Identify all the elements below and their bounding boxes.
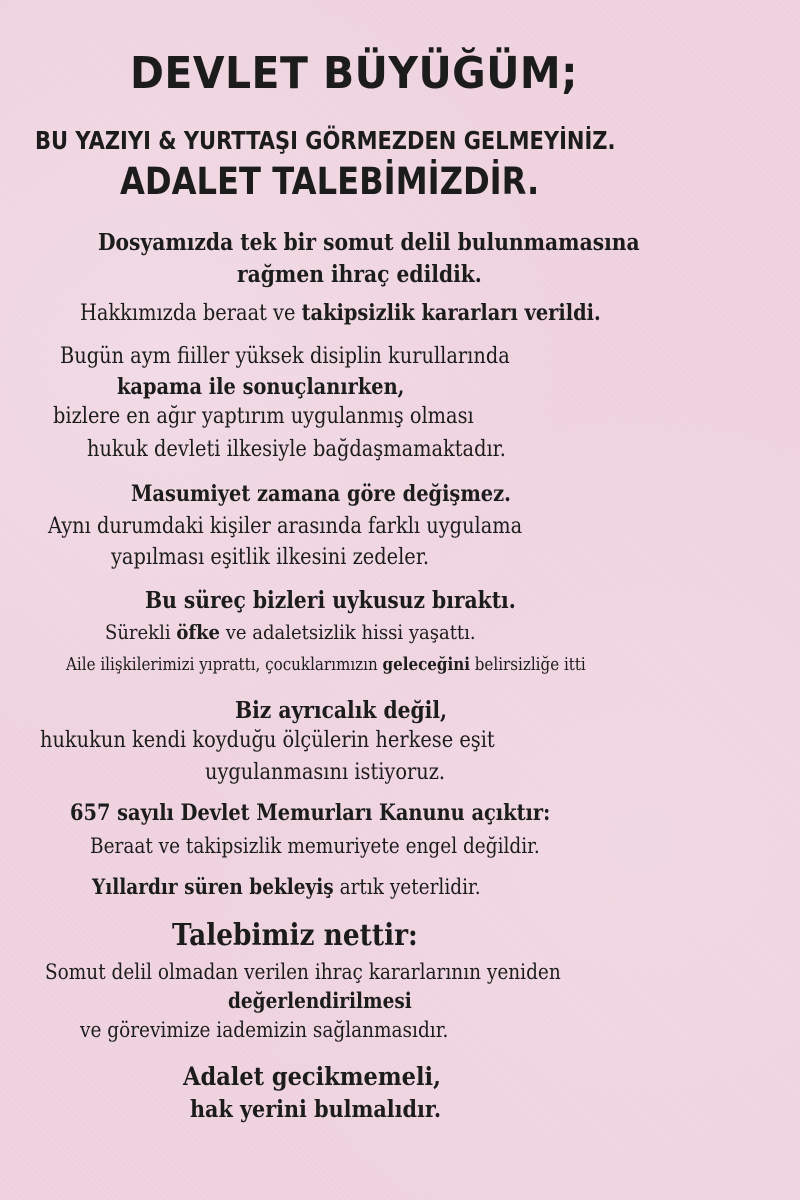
text-line: Beraat ve takipsizlik memuriyete engel değildir. [90, 834, 540, 858]
text-span-emphasis: öfke [176, 620, 221, 644]
text-line: kapama ile sonuçlanırken, [117, 374, 405, 400]
text-line: hukuk devleti ilkesiyle bağdaşmamaktadır. [87, 437, 506, 462]
text-line: bizlere en ağır yaptırım uygulanmış olması [53, 404, 474, 429]
text-line: Biz ayrıcalık değil, [235, 697, 448, 724]
headline: ADALET TALEBİMİZDİR. [120, 160, 540, 203]
text-line [105, 620, 476, 644]
text-line: Somut delil olmadan verilen ihraç kararlarının yeniden [45, 960, 561, 984]
text-line [92, 874, 481, 899]
text-line: Bu süreç bizleri uykusuz bıraktı. [145, 587, 516, 614]
text-line [66, 654, 586, 675]
page-subtitle: BU YAZIYI & YURTTAŞI GÖRMEZDEN GELMEYİNİZ. [35, 126, 616, 155]
text-span-emphasis: takipsizlik kararları verildi. [301, 300, 601, 326]
text-line: hak yerini bulmalıdır. [190, 1096, 442, 1123]
text-line: ve görevimize iademizin sağlanmasıdır. [80, 1018, 449, 1042]
text-line: Talebimiz nettir: [172, 918, 418, 953]
text-span-emphasis: Yıllardır süren bekleyiş [92, 874, 334, 899]
text-line: rağmen ihraç edildik. [237, 261, 482, 288]
text-line: Adalet gecikmemeli, [183, 1062, 441, 1091]
text-span: Aile ilişkilerimizi yıprattı, çocuklarımızın [66, 654, 383, 675]
text-line: değerlendirilmesi [228, 988, 412, 1013]
text-line: 657 sayılı Devlet Memurları Kanunu açıktır: [70, 800, 551, 826]
text-line: Aynı durumdaki kişiler arasında farklı uygulama [48, 514, 523, 539]
text-line: hukukun kendi koyduğu ölçülerin herkese eşit [40, 728, 495, 753]
text-line [80, 300, 601, 326]
text-line: yapılması eşitlik ilkesini zedeler. [111, 545, 430, 570]
text-line: Bugün aym fiiller yüksek disiplin kurullarında [60, 344, 510, 369]
page-title: DEVLET BÜYÜĞÜM; [130, 48, 578, 99]
text-span: belirsizliğe itti [469, 654, 586, 675]
text-line: uygulanmasını istiyoruz. [205, 760, 446, 785]
text-span: ve adaletsizlik hissi yaşattı. [220, 620, 476, 644]
text-span: Sürekli [105, 620, 177, 644]
text-line: Masumiyet zamana göre değişmez. [131, 481, 511, 507]
text-span: Hakkımızda beraat ve [80, 301, 302, 326]
text-line: Dosyamızda tek bir somut delil bulunmamasına [98, 229, 640, 256]
text-span: artık yeterlidir. [333, 875, 481, 899]
text-span-emphasis: geleceğini [382, 654, 470, 675]
